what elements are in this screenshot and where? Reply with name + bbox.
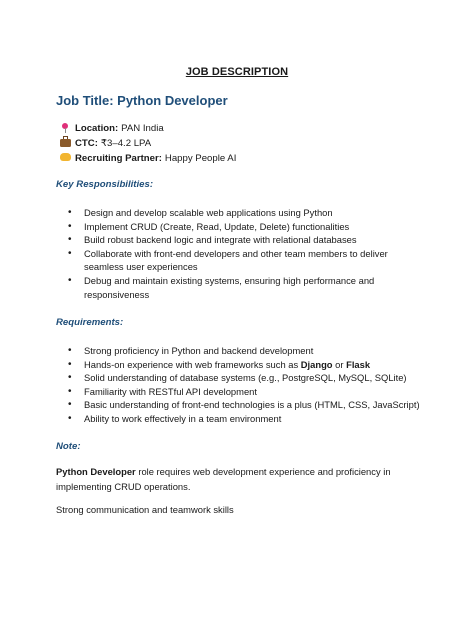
or-text: or xyxy=(332,358,347,370)
responsibilities-heading: Key Responsibilities: xyxy=(56,179,154,190)
responsibilities-list xyxy=(56,206,426,301)
list-item: • Familiarity with RESTful API development xyxy=(56,385,426,399)
note-role: Python Developer xyxy=(56,466,136,477)
note-paragraph xyxy=(56,465,426,494)
django-text: Django xyxy=(300,358,333,370)
closing-paragraph: Strong communication and teamwork skills xyxy=(56,504,234,515)
document-heading: JOB DESCRIPTION xyxy=(185,66,289,78)
note-heading: Note: xyxy=(56,441,81,452)
location-row xyxy=(58,121,164,135)
requirements-heading: Requirements: xyxy=(56,317,124,328)
list-item: • Solid understanding of database systems (e.g., PostgreSQL, MySQL, SQLite) xyxy=(56,371,426,385)
list-item: • Collaborate with front-end developers and other team members to deliver seamless user experiences xyxy=(56,247,426,274)
list-item: • Build robust backend logic and integrate with relational databases xyxy=(56,233,426,247)
list-item: • Basic understanding of front-end technologies is a plus (HTML, CSS, JavaScript) xyxy=(56,398,426,412)
ctc-value: ₹3–4.2 LPA xyxy=(100,137,152,149)
recruiting-partner-row xyxy=(58,151,236,165)
requirements-list xyxy=(56,344,426,426)
list-item: • Implement CRUD (Create, Read, Update, Delete) functionalities xyxy=(56,220,426,234)
note-text: role requires web development experience and proficiency in implementing CRUD operations. xyxy=(56,466,391,492)
pin-icon xyxy=(58,123,72,134)
location-value: PAN India xyxy=(121,122,164,134)
ctc-row xyxy=(58,136,151,150)
recruiting-partner-value: Happy People AI xyxy=(164,152,237,164)
list-item: • Ability to work effectively in a team environment xyxy=(56,412,426,426)
ctc-label: CTC: xyxy=(75,137,98,149)
list-item xyxy=(56,358,426,372)
handshake-icon xyxy=(58,153,72,164)
list-item: • Design and develop scalable web applications using Python xyxy=(56,206,426,220)
recruiting-partner-label: Recruiting Partner: xyxy=(75,152,162,164)
briefcase-icon xyxy=(58,138,72,149)
list-item: • Debug and maintain existing systems, ensuring high performance and responsiveness xyxy=(56,274,426,301)
location-label: Location: xyxy=(75,122,119,134)
list-item: • Strong proficiency in Python and backend development xyxy=(56,344,426,358)
job-title: Job Title: Python Developer xyxy=(56,93,228,108)
flask-text: Flask xyxy=(346,358,371,370)
requirement-text: Hands-on experience with web frameworks such as xyxy=(84,358,301,370)
